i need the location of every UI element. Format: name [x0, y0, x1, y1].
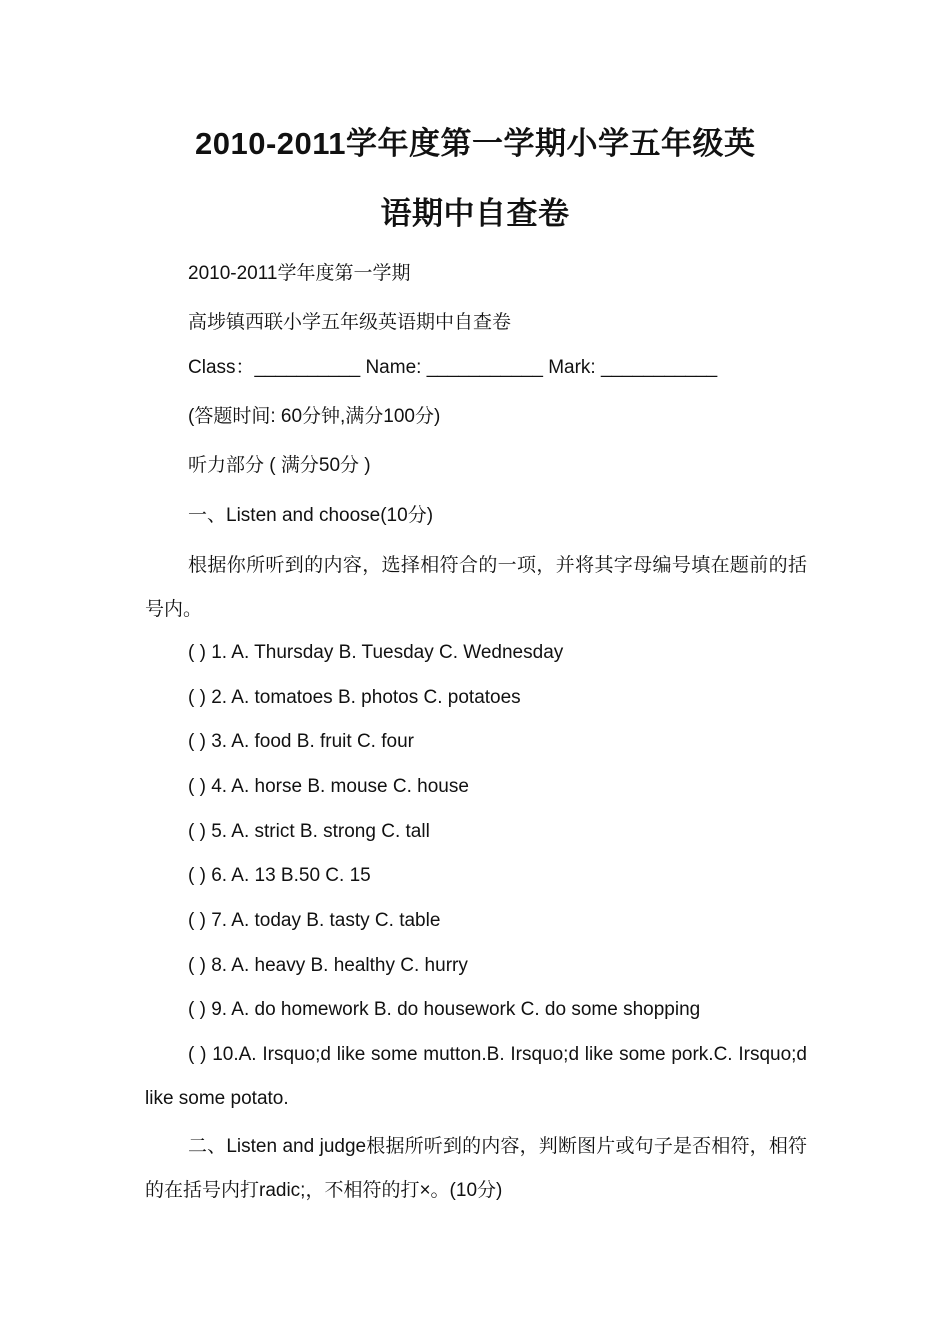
listening-section-heading: 听力部分 ( 满分50分 ): [188, 455, 371, 476]
document-title-line-2: 语期中自查卷: [380, 196, 570, 231]
term-line: 2010-2011学年度第一学期: [188, 263, 411, 284]
question-4: ( ) 4. A. horse B. mouse C. house: [188, 776, 469, 797]
part2-heading: 二、Listen and judge根据所听到的内容，判断图片或句子是否相符，相符的在括号内打radic;，不相符的打×。(10分): [145, 1136, 807, 1201]
question-9: ( ) 9. A. do homework B. do housework C. do some shopping: [188, 999, 701, 1020]
student-info-fields: Class：__________ Name: ___________ Mark: ___________: [188, 357, 718, 378]
question-10: ( ) 10.A. Irsquo;d like some mutton.B. Irsquo;d like some pork.C. Irsquo;d like some potato.: [145, 1044, 807, 1109]
document-title-line-1: 2010-2011学年度第一学期小学五年级英: [195, 126, 756, 161]
part1-heading: 一、Listen and choose(10分): [188, 505, 434, 526]
question-6: ( ) 6. A. 13 B.50 C. 15: [188, 865, 371, 886]
question-3: ( ) 3. A. food B. fruit C. four: [188, 731, 414, 752]
question-2: ( ) 2. A. tomatoes B. photos C. potatoes: [188, 687, 521, 708]
school-title-line: 高埗镇西联小学五年级英语期中自查卷: [188, 312, 512, 333]
question-1: ( ) 1. A. Thursday B. Tuesday C. Wednesday: [188, 642, 564, 663]
question-5: ( ) 5. A. strict B. strong C. tall: [188, 821, 430, 842]
time-note: (答题时间: 60分钟,满分100分): [188, 406, 441, 427]
question-8: ( ) 8. A. heavy B. healthy C. hurry: [188, 955, 468, 976]
part1-instruction: 根据你所听到的内容，选择相符合的一项，并将其字母编号填在题前的括号内。: [145, 555, 807, 620]
question-7: ( ) 7. A. today B. tasty C. table: [188, 910, 441, 931]
